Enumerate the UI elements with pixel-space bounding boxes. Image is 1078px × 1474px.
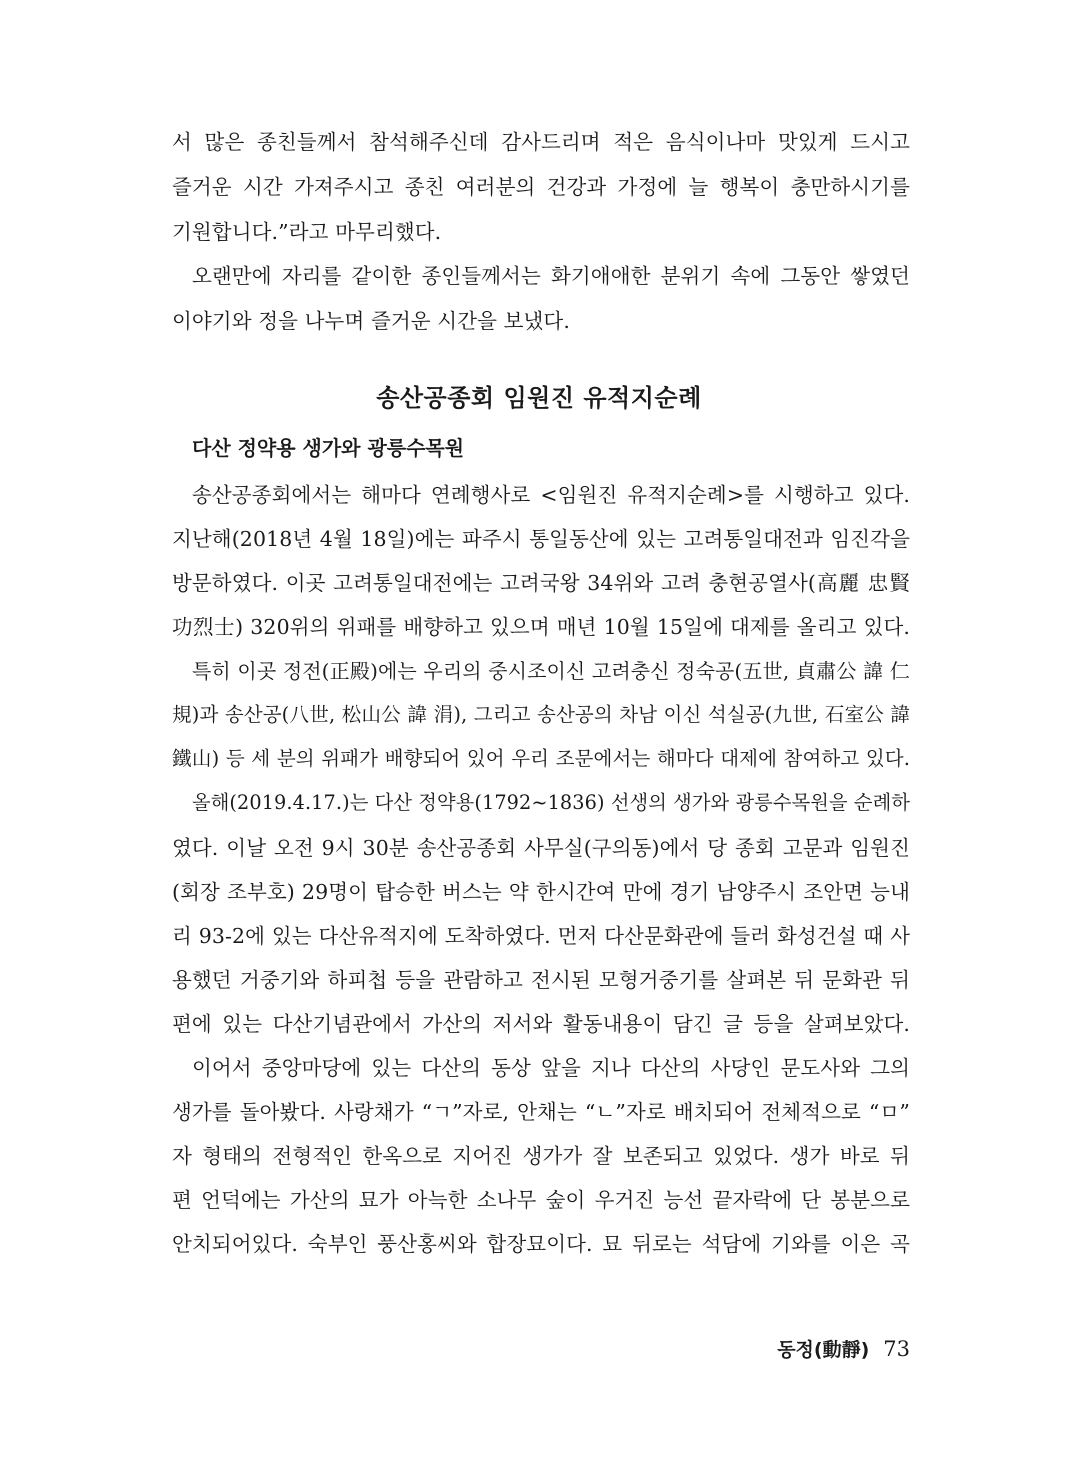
subsection-title: 다산 정약용 생가와 광릉수목원	[192, 436, 465, 460]
paragraph-1-line-2: 즐거운 시간 가져주시고 종친 여러분의 건강과 가정에 늘 행복이 충만하시기를	[172, 175, 910, 199]
paragraph-5-line-4: 리 93-2에 있는 다산유적지에 도착하였다. 먼저 다산문화관에 들러 화성건설 때 사	[172, 924, 910, 948]
paragraph-1-line-1: 서 많은 종친들께서 참석해주신데 감사드리며 적은 음식이나마 맛있게 드시고	[172, 130, 910, 154]
section-title: 송산공종회 임원진 유적지순례	[376, 384, 702, 412]
paragraph-3-line-2: 지난해(2018년 4월 18일)에는 파주시 통일동산에 있는 고려통일대전과 임진각을	[172, 527, 910, 551]
paragraph-4-line-3: 鐵山) 등 세 분의 위패가 배향되어 있어 우리 조문에서는 해마다 대제에 참여하고 있다.	[172, 747, 910, 770]
paragraph-2-line-1: 오랜만에 자리를 같이한 종인들께서는 화기애애한 분위기 속에 그동안 쌓였던	[192, 264, 910, 288]
paragraph-3-line-3: 방문하였다. 이곳 고려통일대전에는 고려국왕 34위와 고려 충현공열사(高麗 忠賢	[172, 571, 910, 595]
paragraph-5-line-5: 용했던 거중기와 하피첩 등을 관람하고 전시된 모형거중기를 살펴본 뒤 문화관 뒤	[172, 968, 910, 992]
paragraph-5-line-6: 편에 있는 다산기념관에서 가산의 저서와 활동내용이 담긴 글 등을 살펴보았다.	[172, 1012, 910, 1036]
paragraph-6-line-2: 생가를 돌아봤다. 사랑채가 “ㄱ”자로, 안채는 “ㄴ”자로 배치되어 전체적으로 “ㅁ”	[172, 1100, 910, 1124]
page-footer	[777, 1332, 910, 1366]
paragraph-5-line-2: 였다. 이날 오전 9시 30분 송산공종회 사무실(구의동)에서 당 종회 고문과 임원진	[172, 836, 910, 860]
paragraph-2-line-2: 이야기와 정을 나누며 즐거운 시간을 보냈다.	[172, 309, 570, 333]
paragraph-5-line-3: (회장 조부호) 29명이 탑승한 버스는 약 한시간여 만에 경기 남양주시 조안면 능내	[172, 880, 910, 904]
paragraph-6-line-1: 이어서 중앙마당에 있는 다산의 동상 앞을 지나 다산의 사당인 문도사와 그의	[192, 1056, 910, 1080]
paragraph-3-line-1: 송산공종회에서는 해마다 연례행사로 <임원진 유적지순례>를 시행하고 있다.	[192, 483, 910, 507]
paragraph-4-line-1: 특히 이곳 정전(正殿)에는 우리의 중시조이신 고려충신 정숙공(五世, 貞肅公 諱 仁	[192, 659, 910, 683]
paragraph-5-line-1: 올해(2019.4.17.)는 다산 정약용(1792~1836) 선생의 생가와 광릉수목원을 순례하	[192, 791, 910, 814]
page-number: 73	[883, 1337, 910, 1361]
paragraph-4-line-2: 規)과 송산공(八世, 松山公 諱 涓), 그리고 송산공의 차남 이신 석실공(九世, 石室公 諱	[172, 703, 910, 726]
paragraph-1-line-3: 기원합니다.”라고 마무리했다.	[172, 220, 442, 244]
publication-name: 동정(動靜)	[777, 1339, 870, 1361]
paragraph-6-line-4: 편 언덕에는 가산의 묘가 아늑한 소나무 숲이 우거진 능선 끝자락에 단 봉분으로	[172, 1188, 910, 1212]
paragraph-6-line-3: 자 형태의 전형적인 한옥으로 지어진 생가가 잘 보존되고 있었다. 생가 바로 뒤	[172, 1144, 910, 1168]
paragraph-3-line-4: 功烈士) 320위의 위패를 배향하고 있으며 매년 10월 15일에 대제를 올리고 있다.	[172, 615, 910, 639]
paragraph-6-line-5: 안치되어있다. 숙부인 풍산홍씨와 합장묘이다. 묘 뒤로는 석담에 기와를 이은 곡	[172, 1232, 910, 1256]
